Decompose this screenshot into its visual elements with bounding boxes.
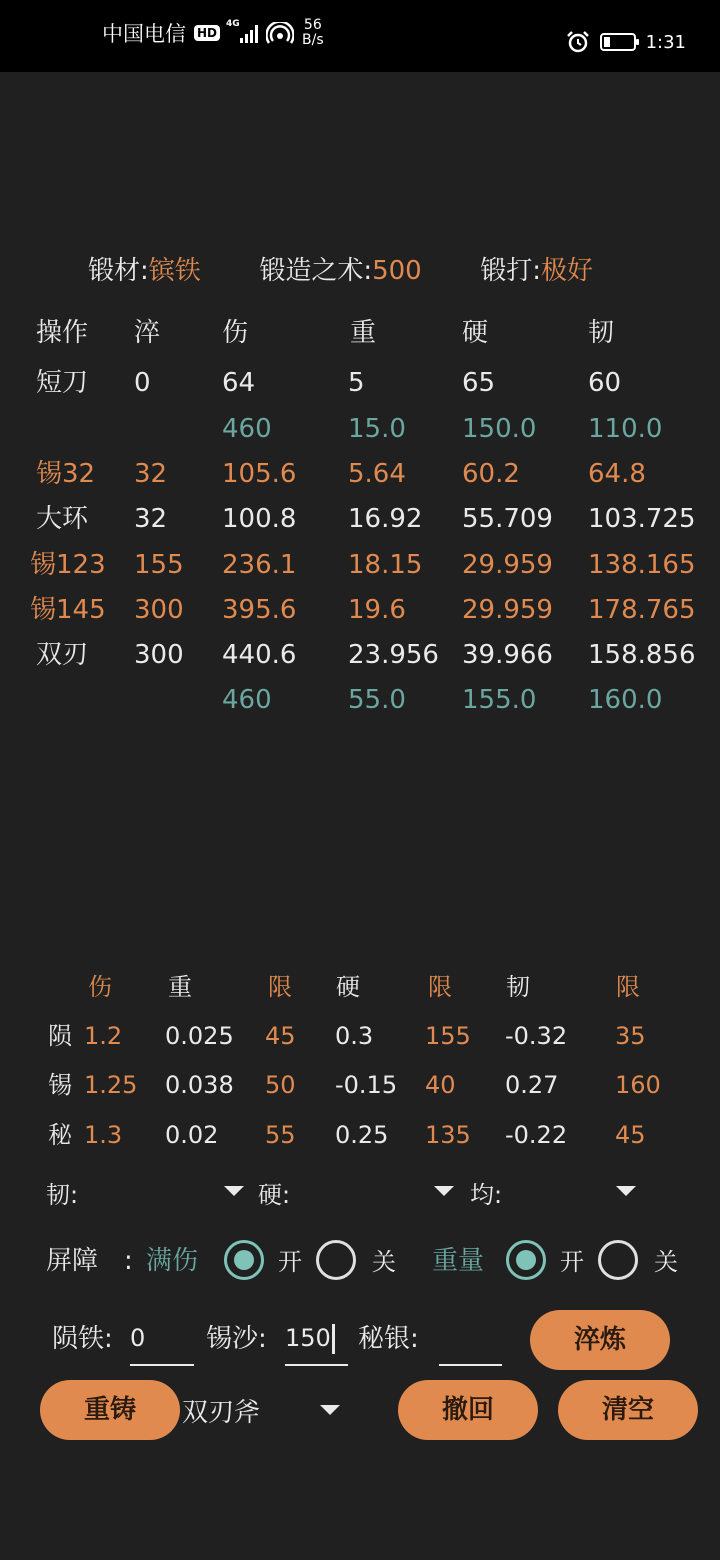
barrier-option-fulldamage: 满伤 [146, 1246, 199, 1276]
mat-cell: 1.25 [84, 1071, 138, 1099]
forge-cell: 395.6 [222, 595, 297, 625]
mat-cell: 55 [265, 1121, 296, 1149]
material-label: 锻材: [88, 256, 149, 286]
forge-cell: 64 [222, 368, 256, 398]
forge-cell: 103.725 [588, 504, 696, 534]
mat-cell: 0.27 [505, 1071, 559, 1099]
chevron-down-icon [320, 1405, 340, 1415]
weapon-dropdown-label: 双刃斧 [182, 1398, 261, 1428]
forge-cell: 105.6 [222, 459, 297, 489]
status-bar [0, 0, 720, 72]
skill-value: 500 [372, 256, 422, 286]
recast-button[interactable]: 重铸 [40, 1380, 180, 1440]
forge-header-op: 操作 [36, 318, 89, 348]
forge-cell: 5.64 [348, 459, 406, 489]
speed-value: 56 [303, 17, 322, 33]
mat-cell: 50 [265, 1071, 296, 1099]
forge-cell: 65 [462, 368, 496, 398]
forge-header-zhong: 重 [350, 318, 377, 348]
forge-cell: 16.92 [348, 504, 423, 534]
weight-on-radio[interactable] [506, 1240, 546, 1280]
mat-cell: 160 [615, 1071, 661, 1099]
mat-cell: -0.15 [335, 1071, 398, 1099]
forge-cell: 60 [588, 368, 622, 398]
miyin-label: 秘银: [358, 1324, 419, 1354]
alarm-icon [566, 30, 590, 54]
yuntie-value: 0 [130, 1324, 146, 1352]
forge-cell: 60.2 [462, 459, 520, 489]
mat-cell: 锡 [48, 1071, 72, 1099]
forge-cell: 155.0 [462, 685, 537, 715]
forge-cell: 460 [222, 414, 272, 444]
forge-header-ying: 硬 [462, 318, 489, 348]
mat-cell: 1.2 [84, 1022, 123, 1050]
yuntie-label: 陨铁: [52, 1324, 113, 1354]
mat-cell: 0.038 [165, 1071, 234, 1099]
forge-cell: 440.6 [222, 640, 297, 670]
hd-badge: HD [194, 25, 220, 41]
miyin-input[interactable] [439, 1320, 502, 1366]
forge-cell: 32 [134, 504, 168, 534]
skill-label: 锻造之术: [259, 256, 373, 286]
forge-cell: 39.966 [462, 640, 553, 670]
forge-cell: 锡123 [30, 550, 106, 580]
forge-cell: 锡145 [30, 595, 106, 625]
forge-cell: 短刀 [36, 368, 89, 398]
clear-button[interactable]: 清空 [558, 1380, 698, 1440]
forge-cell: 110.0 [588, 414, 663, 444]
mat-cell: 135 [425, 1121, 471, 1149]
forge-cell: 160.0 [588, 685, 663, 715]
forge-cell: 19.6 [348, 595, 406, 625]
material-value: 镔铁 [148, 256, 201, 286]
forge-cell: 138.165 [588, 550, 696, 580]
mat-cell: 陨 [48, 1022, 72, 1050]
cell-signal-icon [226, 19, 258, 43]
forge-cell: 29.959 [462, 595, 553, 625]
forge-cell: 15.0 [348, 414, 406, 444]
network-type: 4G [226, 19, 240, 29]
forge-cell: 32 [134, 459, 168, 489]
forge-cell: 300 [134, 595, 184, 625]
xisha-input[interactable] [285, 1320, 348, 1366]
mat-cell: 0.3 [335, 1022, 374, 1050]
barrier-label: 屏障 [46, 1246, 99, 1276]
weight-off-radio[interactable] [598, 1240, 638, 1280]
ying-dropdown-label: 硬: [258, 1181, 291, 1209]
chevron-down-icon [616, 1186, 636, 1196]
mat-cell: 1.3 [84, 1121, 123, 1149]
fulldamage-off-radio[interactable] [316, 1240, 356, 1280]
undo-button[interactable]: 撤回 [398, 1380, 538, 1440]
forge-cell: 236.1 [222, 550, 297, 580]
speed-unit: B/s [302, 32, 324, 48]
forge-cell: 18.15 [348, 550, 423, 580]
forge-cell: 100.8 [222, 504, 297, 534]
mat-cell: -0.32 [505, 1022, 568, 1050]
mat-header-shang: 伤 [88, 973, 112, 1001]
forge-cell: 150.0 [462, 414, 537, 444]
mat-header-limit: 限 [268, 973, 292, 1001]
barrier-option-weight: 重量 [432, 1246, 485, 1276]
status-right [566, 30, 686, 54]
quench-button[interactable]: 淬炼 [530, 1310, 670, 1370]
forge-summary [88, 250, 593, 287]
forge-header-ren: 韧 [588, 318, 615, 348]
clock: 1:31 [645, 31, 686, 53]
mat-cell: 40 [425, 1071, 456, 1099]
mat-cell: 0.25 [335, 1121, 389, 1149]
mat-cell: 35 [615, 1022, 646, 1050]
barrier-separator: : [124, 1246, 133, 1276]
mat-header-limit: 限 [616, 973, 640, 1001]
weight-off-label: 关 [654, 1248, 678, 1276]
text-cursor [332, 1324, 335, 1354]
fulldamage-on-label: 开 [278, 1248, 302, 1276]
carrier-name: 中国电信 [102, 22, 186, 46]
forge-cell: 460 [222, 685, 272, 715]
hotspot-icon [266, 22, 294, 44]
forge-cell: 55.0 [348, 685, 406, 715]
forge-cell: 158.856 [588, 640, 696, 670]
mat-cell: 45 [265, 1022, 296, 1050]
battery-icon [600, 33, 636, 51]
forge-cell: 155 [134, 550, 184, 580]
mat-header-ying: 硬 [336, 973, 360, 1001]
network-speed [302, 18, 324, 48]
forge-cell: 双刃 [36, 640, 89, 670]
mat-cell: 0.025 [165, 1022, 234, 1050]
yuntie-input[interactable] [130, 1320, 194, 1366]
forge-header-cui: 淬 [134, 318, 161, 348]
forge-cell: 55.709 [462, 504, 553, 534]
weight-on-label: 开 [560, 1248, 584, 1276]
mat-cell: 155 [425, 1022, 471, 1050]
mat-header-zhong: 重 [168, 973, 192, 1001]
chevron-down-icon [224, 1186, 244, 1196]
forge-cell: 锡32 [36, 459, 96, 489]
forge-value: 极好 [541, 256, 594, 286]
fulldamage-on-radio[interactable] [224, 1240, 264, 1280]
mat-cell: 45 [615, 1121, 646, 1149]
forge-cell: 5 [348, 368, 365, 398]
fulldamage-off-label: 关 [372, 1248, 396, 1276]
xisha-label: 锡沙: [206, 1324, 267, 1354]
forge-cell: 29.959 [462, 550, 553, 580]
mat-header-limit: 限 [428, 973, 452, 1001]
forge-cell: 0 [134, 368, 151, 398]
mat-header-ren: 韧 [506, 973, 530, 1001]
status-left [102, 18, 324, 48]
jun-dropdown-label: 均: [470, 1181, 503, 1209]
forge-cell: 178.765 [588, 595, 696, 625]
xisha-value: 150 [285, 1324, 331, 1352]
mat-cell: 0.02 [165, 1121, 219, 1149]
mat-cell: 秘 [48, 1121, 72, 1149]
forge-cell: 64.8 [588, 459, 646, 489]
forge-cell: 300 [134, 640, 184, 670]
forge-header-shang: 伤 [222, 318, 249, 348]
forge-label: 锻打: [480, 256, 542, 286]
forge-cell: 23.956 [348, 640, 439, 670]
battery-level: 22 [609, 34, 626, 48]
mat-cell: -0.22 [505, 1121, 568, 1149]
chevron-down-icon [434, 1186, 454, 1196]
forge-cell: 大环 [36, 504, 89, 534]
ren-dropdown-label: 韧: [46, 1181, 79, 1209]
